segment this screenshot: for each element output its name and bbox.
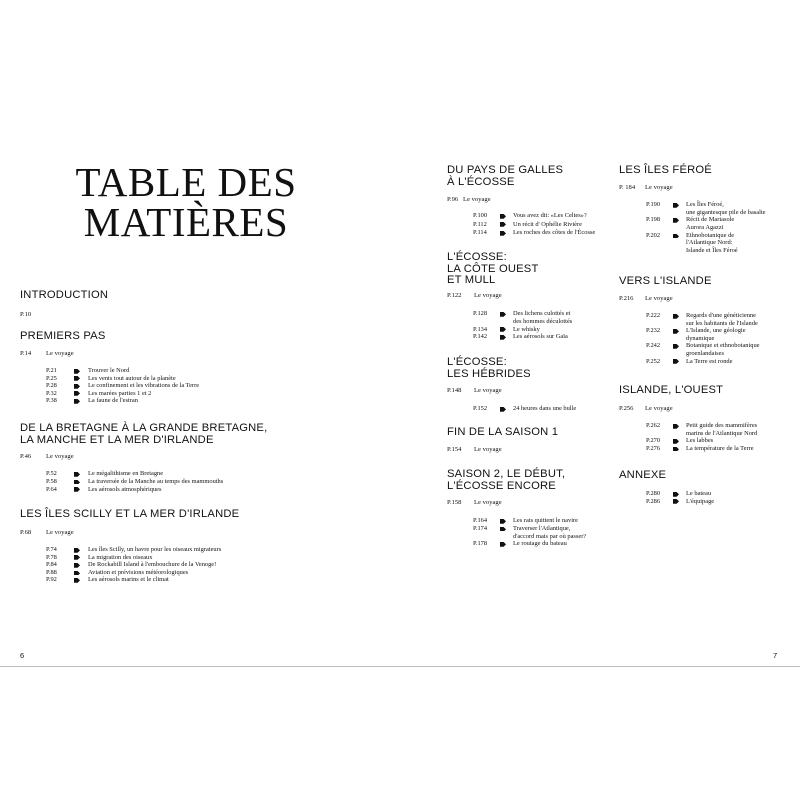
- entry-page: P.128: [473, 310, 488, 317]
- entry-page: P.134: [473, 325, 488, 333]
- entry-title: des hommes déculottés: [513, 317, 573, 325]
- section-page: P.10: [20, 311, 32, 318]
- page-divider: [0, 666, 800, 667]
- entry-title: dynamique: [686, 334, 715, 342]
- entry-title: Les aérosols sur Gaïa: [513, 333, 568, 341]
- arrow-icon: [74, 399, 80, 404]
- voyage-label: Le voyage: [645, 295, 673, 302]
- arrow-icon: [673, 439, 679, 444]
- entry-title: Aurora Agazzi: [686, 224, 724, 232]
- arrow-icon: [74, 555, 80, 560]
- arrow-icon: [673, 359, 679, 364]
- entry-page: P.198: [646, 216, 661, 224]
- entry-title: Les aérosols marins et le climat: [88, 576, 169, 584]
- entry-page: P.112: [473, 220, 487, 228]
- arrow-icon: [500, 407, 506, 412]
- arrow-icon: [74, 570, 80, 575]
- arrow-icon: [673, 314, 679, 319]
- arrow-icon: [500, 312, 506, 317]
- entry-title: L'Islande, une géologie: [686, 327, 746, 335]
- page-number-left: 6: [20, 651, 25, 660]
- section-page: P.96: [447, 196, 459, 203]
- entry-page: P.252: [646, 357, 661, 365]
- entry-title: Le routage du bateau: [513, 540, 567, 548]
- entry-title: Les vents tout autour de la planète: [88, 374, 176, 382]
- entry-title: La faune de l'estran: [88, 397, 138, 404]
- section-heading: LES ÎLES SCILLY ET LA MER D'IRLANDE: [20, 508, 240, 520]
- arrow-icon: [74, 563, 80, 568]
- arrow-icon: [500, 542, 506, 547]
- entry-page: P.100: [473, 212, 488, 219]
- entry-page: P.114: [473, 229, 487, 237]
- section-heading: DU PAYS DE GALLES À L'ÉCOSSE: [447, 164, 564, 188]
- section-heading: ISLANDE, L'OUEST: [619, 384, 724, 396]
- section-page: P.158: [447, 499, 462, 506]
- arrow-icon: [74, 479, 80, 484]
- arrow-icon: [500, 519, 506, 524]
- section-heading: VERS L'ISLANDE: [619, 275, 712, 287]
- title-line-2: MATIÈRES: [83, 199, 289, 245]
- section-heading: DE LA BRETAGNE À LA GRANDE BRETAGNE, LA MANCHE ET LA MER D'IRLANDE: [20, 422, 268, 446]
- section-page: P.68: [20, 529, 32, 536]
- section-heading: LES ÎLES FÉROÉ: [619, 164, 712, 176]
- section-page: P. 184: [619, 184, 636, 191]
- entry-title: La température de la Terre: [686, 444, 754, 452]
- voyage-label: Le voyage: [46, 350, 74, 357]
- voyage-label: Le voyage: [46, 453, 74, 460]
- entry-title: Le mégalithisme en Bretagne: [88, 470, 164, 477]
- entry-page: P.190: [646, 201, 661, 208]
- section-heading: PREMIERS PAS: [20, 330, 106, 342]
- entry-title: Les rats quittent le navire: [513, 517, 578, 524]
- arrow-icon: [673, 218, 679, 223]
- entry-title: L'équipage: [686, 497, 715, 505]
- entry-title: De Rockabill Island à l'embouchure de la Venoge!: [88, 561, 217, 569]
- entry-page: P.270: [646, 437, 661, 445]
- voyage-label: Le voyage: [645, 184, 673, 191]
- entry-page: P.174: [473, 524, 488, 532]
- arrow-icon: [74, 548, 80, 553]
- section-heading: INTRODUCTION: [20, 289, 109, 301]
- entry-title: l'Atlantique Nord:: [686, 239, 733, 247]
- arrow-icon: [500, 231, 506, 236]
- entry-title: Récit de Mariasole: [686, 216, 735, 224]
- entry-page: P.202: [646, 231, 661, 239]
- entry-title: Le bateau: [686, 490, 712, 497]
- entry-title: La traversée de la Manche au temps des mammouths: [88, 477, 224, 485]
- voyage-label: Le voyage: [474, 387, 502, 394]
- entry-page: P.74: [46, 546, 57, 553]
- entry-title: Le confinement et les vibrations de la Terre: [88, 382, 200, 389]
- voyage-label: Le voyage: [474, 446, 502, 453]
- arrow-icon: [500, 327, 506, 332]
- section-page: P.46: [20, 453, 32, 460]
- section-heading: SAISON 2, LE DÉBUT, L'ÉCOSSE ENCORE: [447, 468, 566, 492]
- entry-title: Vous avez dit: «Les Celtes»?: [513, 212, 587, 219]
- entry-page: P.52: [46, 470, 57, 477]
- entry-title: Trouver le Nord: [88, 367, 130, 374]
- arrow-icon: [74, 472, 80, 477]
- entry-title: sur les habitants de l'Islande: [686, 319, 758, 327]
- section-heading: L'ÉCOSSE: LA CÔTE OUEST ET MULL: [447, 251, 539, 286]
- entry-page: P.32: [46, 389, 57, 397]
- entry-title: Un récit d' Ophélie Rivière: [513, 220, 582, 228]
- entry-title: Des lichens culottés et: [513, 310, 571, 317]
- section-page: P.14: [20, 350, 32, 357]
- voyage-label: Le voyage: [46, 529, 74, 536]
- arrow-icon: [673, 329, 679, 334]
- entry-page: P.84: [46, 561, 57, 569]
- entry-page: P.25: [46, 374, 57, 382]
- entry-page: P.88: [46, 568, 57, 576]
- voyage-label: Le voyage: [463, 196, 491, 203]
- entry-page: P.286: [646, 497, 661, 505]
- page-title: [0, 159, 372, 245]
- section-page: P.122: [447, 292, 462, 299]
- arrow-icon: [673, 446, 679, 451]
- entry-page: P.262: [646, 422, 661, 429]
- entry-page: P.142: [473, 333, 488, 341]
- entry-page: P.21: [46, 367, 57, 374]
- entry-title: 24 heures dans une bulle: [513, 405, 577, 412]
- section-heading: FIN DE LA SAISON 1: [447, 426, 559, 438]
- arrow-icon: [500, 335, 506, 340]
- entry-page: P.276: [646, 444, 661, 452]
- entry-title: Les aérosols atmosphériques: [88, 485, 162, 493]
- arrow-icon: [673, 499, 679, 504]
- entry-title: Petit guide des mammifères: [686, 422, 758, 429]
- entry-title: une gigantesque pile de basalte: [686, 208, 766, 216]
- arrow-icon: [74, 391, 80, 396]
- entry-title: Islande et Îles Féroé: [686, 247, 738, 255]
- arrow-icon: [74, 384, 80, 389]
- section-page: P.154: [447, 446, 462, 453]
- arrow-icon: [673, 233, 679, 238]
- entry-title: Botanique et ethnobotanique: [686, 342, 760, 350]
- section-heading: ANNEXE: [619, 469, 667, 481]
- arrow-icon: [673, 492, 679, 497]
- entry-page: P.222: [646, 312, 661, 319]
- voyage-label: Le voyage: [645, 405, 673, 412]
- entry-page: P.152: [473, 405, 488, 412]
- voyage-label: Le voyage: [474, 499, 502, 506]
- entry-title: Ethnobotanique de: [686, 231, 735, 239]
- entry-page: P.28: [46, 382, 57, 389]
- entry-title: Le whisky: [513, 325, 540, 333]
- entry-page: P.64: [46, 485, 57, 493]
- entry-title: Les labbes: [686, 437, 714, 445]
- section-heading: L'ÉCOSSE: LES HÉBRIDES: [447, 356, 531, 380]
- arrow-icon: [673, 424, 679, 429]
- entry-title: La Terre est ronde: [686, 357, 733, 365]
- entry-page: P.178: [473, 540, 488, 548]
- arrow-icon: [74, 487, 80, 492]
- entry-page: P.280: [646, 490, 661, 497]
- arrow-icon: [500, 526, 506, 531]
- section-page: P.148: [447, 387, 462, 394]
- entry-page: P.242: [646, 342, 661, 350]
- entry-page: P.38: [46, 397, 57, 404]
- entry-page: P.78: [46, 553, 57, 561]
- entry-title: groenlandaises: [686, 349, 724, 357]
- entry-title: Les îles Scilly, un havre pour les oiseaux migrateurs: [88, 546, 222, 553]
- page-number-right: 7: [773, 651, 778, 660]
- entry-page: P.58: [46, 477, 57, 485]
- arrow-icon: [673, 344, 679, 349]
- arrow-icon: [673, 203, 679, 208]
- section-page: P.256: [619, 405, 634, 412]
- entry-title: Les marées parties 1 et 2: [88, 389, 152, 397]
- voyage-label: Le voyage: [474, 292, 502, 299]
- entry-page: P.92: [46, 576, 57, 584]
- section-page: P.216: [619, 295, 634, 302]
- arrow-icon: [74, 578, 80, 583]
- arrow-icon: [500, 222, 506, 227]
- entry-page: P.232: [646, 327, 661, 335]
- entry-title: Les Îles Féroé,: [686, 201, 724, 208]
- entry-title: marins de l'Atlantique Nord: [686, 429, 758, 437]
- entry-title: Regards d'une généticienne: [686, 312, 757, 319]
- arrow-icon: [74, 369, 80, 374]
- entry-title: d'accord mais par où passer?: [513, 532, 587, 540]
- entry-page: P.164: [473, 517, 488, 524]
- entry-title: Aviation et prévisions météorologiques: [88, 568, 189, 576]
- title-line-1: TABLE DES: [75, 159, 297, 205]
- arrow-icon: [74, 376, 80, 381]
- entry-title: Traverser l'Atlantique,: [513, 524, 571, 532]
- arrow-icon: [500, 214, 506, 219]
- entry-title: Les roches des côtes de l'Écosse: [513, 229, 596, 237]
- entry-title: La migration des oiseaux: [88, 553, 153, 561]
